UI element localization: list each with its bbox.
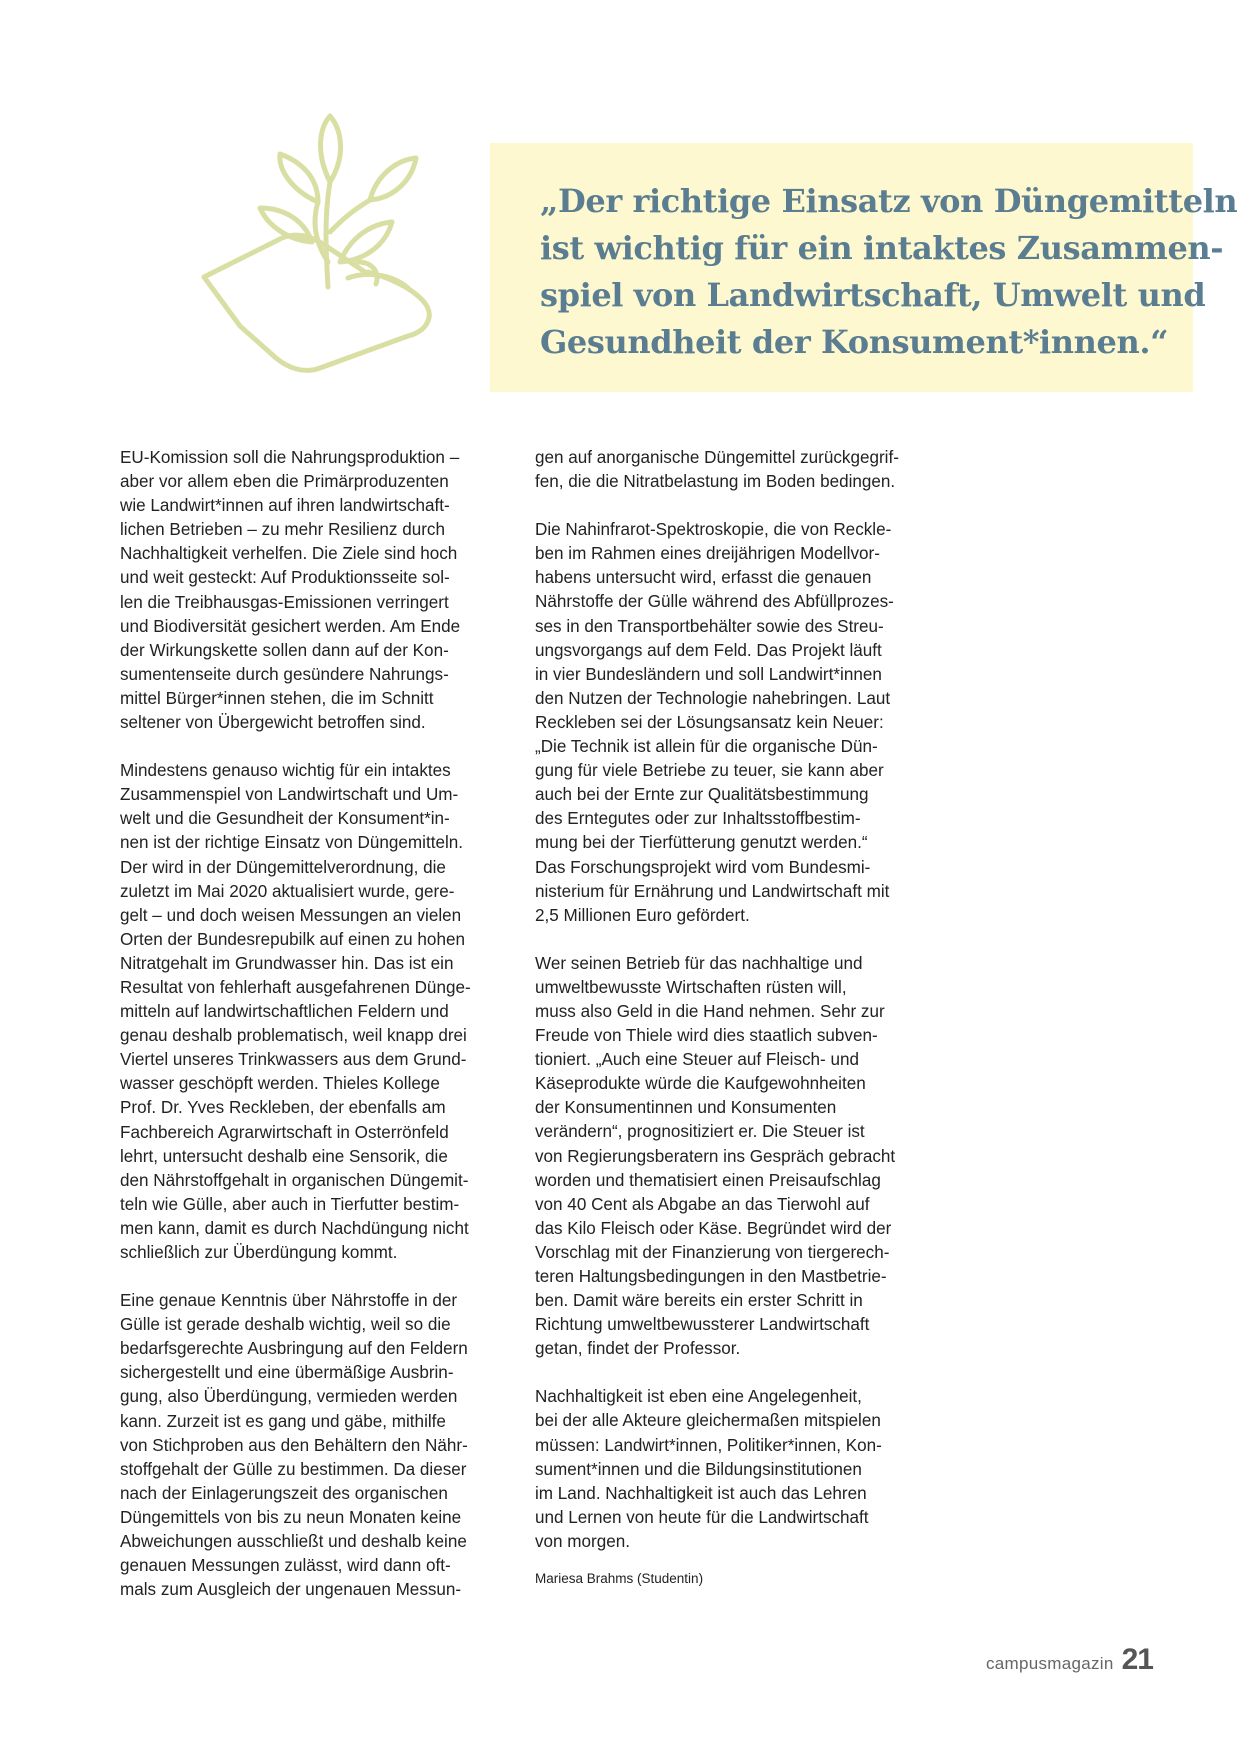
text-line: von Regierungsberatern ins Gespräch gebracht [535,1146,896,1166]
paragraph [535,518,935,928]
text-line: men kann, damit es durch Nachdüngung nicht [120,1218,469,1238]
text-line: sumentenseite durch gesündere Nahrungs- [120,664,449,684]
text-line: Der wird in der Düngemittelverordnung, die [120,857,446,877]
text-line: teln wie Gülle, aber auch in Tierfutter bestim- [120,1194,460,1214]
text-line: und Biodiversität gesichert werden. Am Ende [120,616,461,636]
paragraph [535,1385,935,1554]
text-line: schließlich zur Überdüngung kommt. [120,1243,398,1262]
article-column-right [535,446,935,1588]
paragraph [535,446,935,494]
magazine-name: campusmagazin [985,1654,1114,1673]
text-line: auch bei der Ernte zur Qualitätsbestimmung [535,785,869,805]
text-line: Düngemittels von bis zu neun Monaten keine [120,1507,462,1527]
text-line: Die Nahinfrarot-Spektroskopie, die von Reckle- [535,520,892,540]
text-line: Viertel unseres Trinkwassers aus dem Grund- [120,1050,467,1070]
page-number: 21 [1121,1643,1153,1676]
article-column-left [120,446,520,1602]
text-line: 2,5 Millionen Euro gefördert. [535,905,750,925]
text-line: ben. Damit wäre bereits ein erster Schritt in [535,1291,863,1311]
text-line: wie Landwirt*innen auf ihren landwirtschaft- [120,496,450,516]
paragraph [120,759,520,1265]
text-line: Fachbereich Agrarwirtschaft in Osterrönfeld [120,1122,449,1142]
text-line: Mindestens genauso wichtig für ein intaktes [120,761,451,781]
text-line: zuletzt im Mai 2020 aktualisiert wurde, gere- [120,881,455,901]
text-line: nen ist der richtige Einsatz von Düngemitteln. [120,833,464,853]
text-line: Richtung umweltbewussterer Landwirtschaft [535,1315,870,1335]
text-line: Wer seinen Betrieb für das nachhaltige und [535,953,863,973]
text-line: aber vor allem eben die Primärproduzenten [120,472,449,492]
text-line: müssen: Landwirt*innen, Politiker*innen, Kon- [535,1435,882,1455]
text-line: nisterium für Ernährung und Landwirtschaft mit [535,881,890,901]
text-line: der Konsumentinnen und Konsumenten [535,1098,837,1118]
text-line: des Erntegutes oder zur Inhaltsstoffbestim- [535,809,861,829]
paragraph [120,446,520,735]
text-line: ungsvorgangs auf dem Feld. Das Projekt läuft [535,640,882,660]
paragraph-gap [120,735,520,759]
text-line: im Land. Nachhaltigkeit ist auch das Lehren [535,1483,867,1503]
text-line: mittel Bürger*innen stehen, die im Schnitt [120,688,434,708]
text-line: sichergestellt und eine übermäßige Ausbrin- [120,1363,454,1383]
text-line: sument*innen und die Bildungsinstitutionen [535,1459,862,1479]
paragraph-gap [535,494,935,518]
text-line: teren Haltungsbedingungen in den Mastbetrie- [535,1267,887,1286]
text-line: Abweichungen ausschließt und deshalb keine [120,1532,467,1552]
text-line: len die Treibhausgas-Emissionen verringert [120,592,449,612]
text-line: Vorschlag mit der Finanzierung von tiergerech- [535,1242,890,1262]
text-line: bei der alle Akteure gleichermaßen mitspielen [535,1411,881,1431]
text-line: umweltbewusste Wirtschaften rüsten will, [535,977,847,997]
text-line: das Kilo Fleisch oder Käse. Begründet wird der [535,1218,892,1238]
pull-quote-line: ist wichtig für ein intaktes Zusammen- [540,229,1224,267]
text-line: von Stichproben aus den Behältern den Nähr- [120,1435,468,1455]
text-line: Nitratgehalt im Grundwasser hin. Das ist ein [120,953,454,973]
text-line: gung, also Überdüngung, vermieden werden [120,1387,458,1407]
text-line: den Nährstoffgehalt in organischen Düngemit- [120,1170,469,1190]
text-line: Zusammenspiel von Landwirtschaft und Um- [120,785,459,805]
paragraph [120,1289,520,1602]
text-line: von morgen. [535,1531,631,1551]
text-line: Reckleben sei der Lösungsansatz kein Neuer: [535,712,884,732]
text-line: gen auf anorganische Düngemittel zurückgegrif- [535,448,899,467]
text-line: Eine genaue Kenntnis über Nährstoffe in der [120,1291,458,1311]
text-line: genauen Messungen zulässt, wird dann oft- [120,1556,451,1576]
text-line: habens untersucht wird, erfasst die genauen [535,568,872,588]
text-line: fen, die die Nitratbelastung im Boden bedingen. [535,472,896,492]
text-line: verändern“, prognositiziert er. Die Steuer ist [535,1122,865,1142]
page-footer [986,1643,1153,1677]
text-line: Nährstoffe der Gülle während des Abfüllprozes- [535,592,894,612]
text-line: mitteln auf landwirtschaftlichen Feldern und [120,1002,449,1022]
text-line: ben im Rahmen eines dreijährigen Modellvor- [535,544,880,564]
text-line: Resultat von fehlerhaft ausgefahrenen Dünge- [120,977,471,997]
text-line: Freude von Thiele wird dies staatlich subven- [535,1026,878,1046]
text-line: der Wirkungskette sollen dann auf der Kon- [120,640,449,660]
text-line: mung bei der Tierfütterung genutzt werden.“ [535,833,868,853]
text-line: Gülle ist gerade deshalb wichtig, weil so die [120,1315,451,1335]
text-line: lichen Betrieben – zu mehr Resilienz durch [120,520,445,540]
text-line: wasser geschöpft werden. Thieles Kollege [120,1074,440,1094]
text-line: Orten der Bundesrepubilk auf einen zu hohen [120,929,465,949]
pull-quote-line: spiel von Landwirtschaft, Umwelt und [540,276,1206,314]
text-line: stoffgehalt der Gülle zu bestimmen. Da dieser [120,1459,467,1479]
paragraph-gap [120,1265,520,1289]
author-credit: Mariesa Brahms (Studentin) [535,1571,704,1587]
text-line: nach der Einlagerungszeit des organischen [120,1483,448,1503]
text-line: lehrt, untersucht deshalb eine Sensorik, die [120,1146,448,1166]
text-line: den Nutzen der Technologie nahebringen. Laut [535,688,891,708]
paragraph-gap [535,928,935,952]
paragraph [535,952,935,1362]
text-line: Käseprodukte würde die Kaufgewohnheiten [535,1074,866,1094]
pull-quote-line: Gesundheit der Konsument*innen.“ [540,323,1169,361]
text-line: kann. Zurzeit ist es gang und gäbe, mithilfe [120,1411,446,1431]
text-line: ses in den Transportbehälter sowie des Streu- [535,616,884,636]
text-line: EU-Komission soll die Nahrungsproduktion – [120,448,460,467]
text-line: und Lernen von heute für die Landwirtschaft [535,1507,869,1527]
text-line: muss also Geld in die Hand nehmen. Sehr zur [535,1001,885,1021]
text-line: Nachhaltigkeit verhelfen. Die Ziele sind hoch [120,544,458,564]
text-line: und weit gesteckt: Auf Produktionsseite sol- [120,568,450,588]
pull-quote [540,178,1238,366]
text-line: tioniert. „Auch eine Steuer auf Fleisch- und [535,1050,860,1070]
text-line: genau deshalb problematisch, weil knapp drei [120,1026,467,1046]
text-line: gelt – und doch weisen Messungen an vielen [120,905,462,925]
pull-quote-line: „Der richtige Einsatz von Düngemitteln [540,182,1238,220]
text-line: getan, findet der Professor. [535,1339,741,1359]
text-line: seltener von Übergewicht betroffen sind. [120,713,426,733]
text-line: Prof. Dr. Yves Reckleben, der ebenfalls am [120,1098,446,1118]
paragraph-gap [535,1361,935,1385]
text-line: worden und thematisiert einen Preisaufschlag [535,1170,881,1190]
text-line: mals zum Ausgleich der ungenauen Messun- [120,1580,462,1600]
text-line: Nachhaltigkeit ist eben eine Angelegenheit, [535,1387,862,1407]
text-line: Das Forschungsprojekt wird vom Bundesmi- [535,857,871,877]
text-line: welt und die Gesundheit der Konsument*in- [120,809,450,829]
text-line: gung für viele Betriebe zu teuer, sie kann aber [535,761,884,781]
text-line: „Die Technik ist allein für die organische Dün- [535,737,878,757]
text-line: bedarfsgerechte Ausbringung auf den Feldern [120,1339,468,1359]
hand-with-plant-icon [200,112,460,382]
text-line: von 40 Cent als Abgabe an das Tierwohl auf [535,1194,870,1214]
text-line: in vier Bundesländern und soll Landwirt*innen [535,664,882,684]
